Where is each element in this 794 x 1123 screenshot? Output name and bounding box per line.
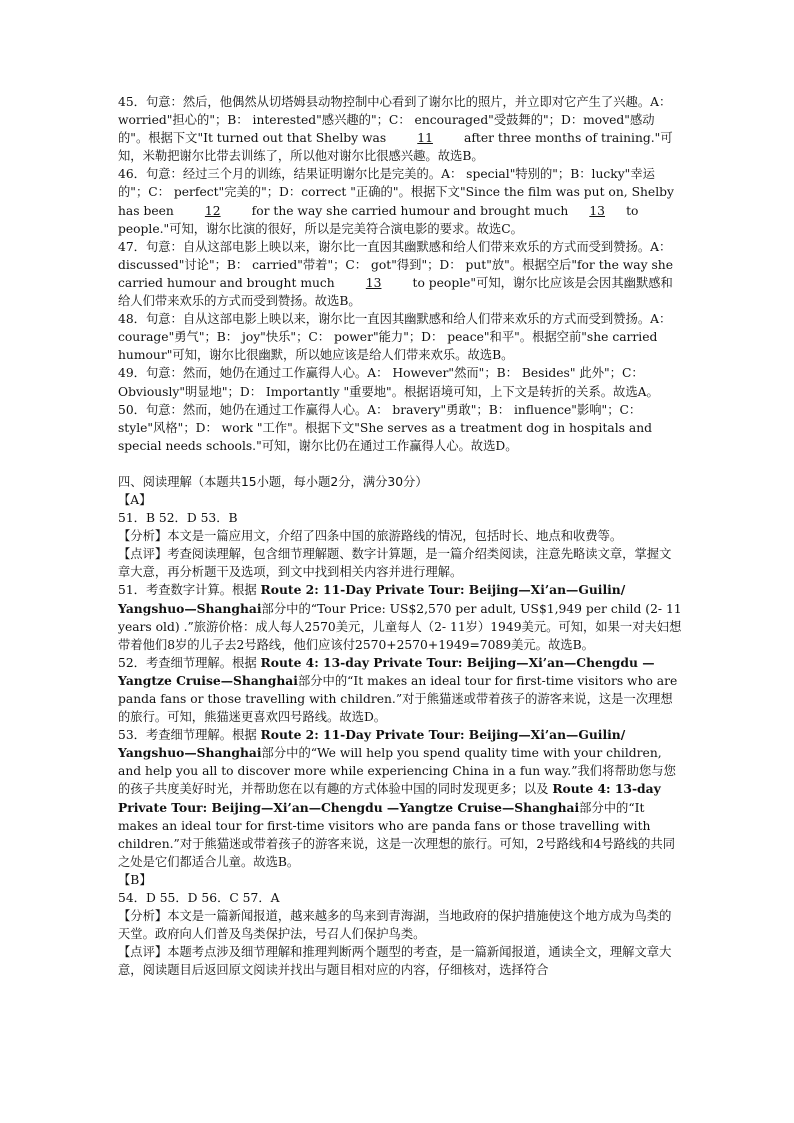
route-reference: Route 4: 13-day Private Tour: Beijing—Xi’an—Chengdu —Yangtze Cruise—Shanghai [118,654,655,688]
part-b-analysis: 【分析】本文是一篇新闻报道，越来越多的鸟来到青海湖，当地政府的保护措施使这个地方成为鸟类的天堂。政府向人们普及鸟类保护法，号召人们保护鸟类。 [118,909,672,942]
route-reference: Route 2: 11-Day Private Tour: Beijing—Xi’an—Guilin/ Yangshuo—Shanghai [118,727,626,761]
explanation-q48: 48．句意：自从这部电影上映以来，谢尔比一直因其幽默感和给人们带来欢乐的方式而受到赞扬。A： courage"勇气"；B： joy"快乐"；C： power"能力"；D： peace"和平"。根据空前"she carried humour"可知，谢尔比很幽默，所以她应该是给人们带来欢乐。故选B。 [118,312,672,363]
explanation-q50: 50．句意：然而，她仍在通过工作赢得人心。A： bravery"勇敢"；B： influence"影响"；C：style"风格"；D： work "工作"。根据下文"She serves as a treatment dog in hospitals and special needs schools."可知，谢尔比仍在通过工作赢得人心。故选D。 [118,402,653,453]
route-reference: Route 4: 13-day Private Tour: Beijing—Xi’an—Chengdu —Yangtze Cruise—Shanghai [118,781,661,815]
part-b-label: 【B】 [118,872,152,887]
explanation-q45: 45．句意：然后，他偶然从切塔姆县动物控制中心看到了谢尔比的照片，并立即对它产生了兴趣。A： worried"担心的"；B： interested"感兴趣的"；C： encouraged"受鼓舞的"；D：moved"感动的"。根据下文"It turned out that Shelby was 11 after three months of training."可知，米勒把谢尔比带去训练了，所以他对谢尔比很感兴趣。故选B。 [118,95,673,164]
part-b-comment: 【点评】本题考点涉及细节理解和推理判断两个题型的考查，是一篇新闻报道，通读全文，理解文章大意，阅读题目后返回原文阅读并找出与题目相对应的内容，仔细核对，选择符合 [118,945,672,978]
explanation-q49: 49．句意：然而，她仍在通过工作赢得人心。A： However"然而"；B： Besides" 此外"；C：Obviously"明显地"；D： Importantly "重要地"。根据语境可知，上下文是转折的关系。故选A。 [118,366,659,399]
spacer [118,455,682,473]
answer-blank: 13 [589,203,606,218]
explanation-q51: 51．考查数字计算。根据 Route 2: 11-Day Private Tour: Beijing—Xi’an—Guilin/ Yangshuo—Shanghai部分中的“Tour Price: US$2,570 per adult, US$1,949 per child (2- 11 years old) .”旅游价格：成人每人2570美元，儿童每人（2- 11岁）1949美元。可知，如果一对夫妇想带着他们8岁的儿子去2号路线，他们应该付2570+2570+1949=7089美元。故选B。 [118,582,682,652]
explanation-q46: 46．句意：经过三个月的训练，结果证明谢尔比是完美的。A： special"特别的"；B：lucky"幸运的"；C： perfect"完美的"；D：correct "正确的"。根据下文"Since the film was put on, Shelby has been 12 for the way she carried humour and brought much 13 to people."可知，谢尔比演的很好，所以是完美符合演电影的要求。故选C。 [118,167,674,236]
part-a-label: 【A】 [118,492,152,507]
answer-blank: 12 [204,203,221,218]
route-reference: Route 2: 11-Day Private Tour: Beijing—Xi’an—Guilin/ Yangshuo—Shanghai [118,582,626,616]
document-page [118,93,682,980]
answer-blank: 13 [365,275,382,290]
part-b-answers: 54．D 55．D 56．C 57．A [118,891,280,906]
explanation-q53: 53．考查细节理解。根据 Route 2: 11-Day Private Tour: Beijing—Xi’an—Guilin/ Yangshuo—Shanghai部分中的“We will help you spend quality time with your children, and help you all to discover more while experiencing China in a fun way.”我们将帮助您与您的孩子共度美好时光，并帮助您在以有趣的方式体验中国的同时发现更多；以及 Route 4: 13-day Private Tour: Beijing—Xi’an—Chengdu —Yangtze Cruise—Shanghai部分中的“It makes an ideal tour for first-time visitors who are panda fans or those travelling with children.”对于熊猫迷或带着孩子的游客来说，这是一次理想的旅行。可知，2号路线和4号路线的共同之处是它们都适合儿童。故选B。 [118,727,676,869]
part-a-analysis: 【分析】本文是一篇应用文，介绍了四条中国的旅游路线的情况，包括时长、地点和收费等。 [118,529,623,544]
part-a-answers: 51．B 52．D 53．B [118,511,238,526]
section-heading: 四、阅读理解（本题共15小题，每小题2分，满分30分） [118,474,428,489]
explanation-q47: 47．句意：自从这部电影上映以来，谢尔比一直因其幽默感和给人们带来欢乐的方式而受到赞扬。A： discussed"讨论"；B： carried"带着"；C： got"得到"；D： put"放"。根据空后"for the way she carried humour and brought much 13 to people"可知，谢尔比应该是会因其幽默感和给人们带来欢乐的方式而受到赞扬。故选B。 [118,239,673,309]
explanation-q52: 52．考查细节理解。根据 Route 4: 13-day Private Tour: Beijing—Xi’an—Chengdu —Yangtze Cruise—Shanghai部分中的“It makes an ideal tour for first-time visitors who are panda fans or those travelling with children.”对于熊猫迷或带着孩子的游客来说，这是一次理想的旅行。可知，熊猫迷更喜欢四号路线。故选D。 [118,654,678,725]
answer-blank: 11 [417,131,433,146]
part-a-comment: 【点评】考查阅读理解，包含细节理解题、数字计算题，是一篇介绍类阅读，注意先略读文章，掌握文章大意，再分析题干及选项，到文中找到相关内容并进行理解。 [118,547,672,580]
